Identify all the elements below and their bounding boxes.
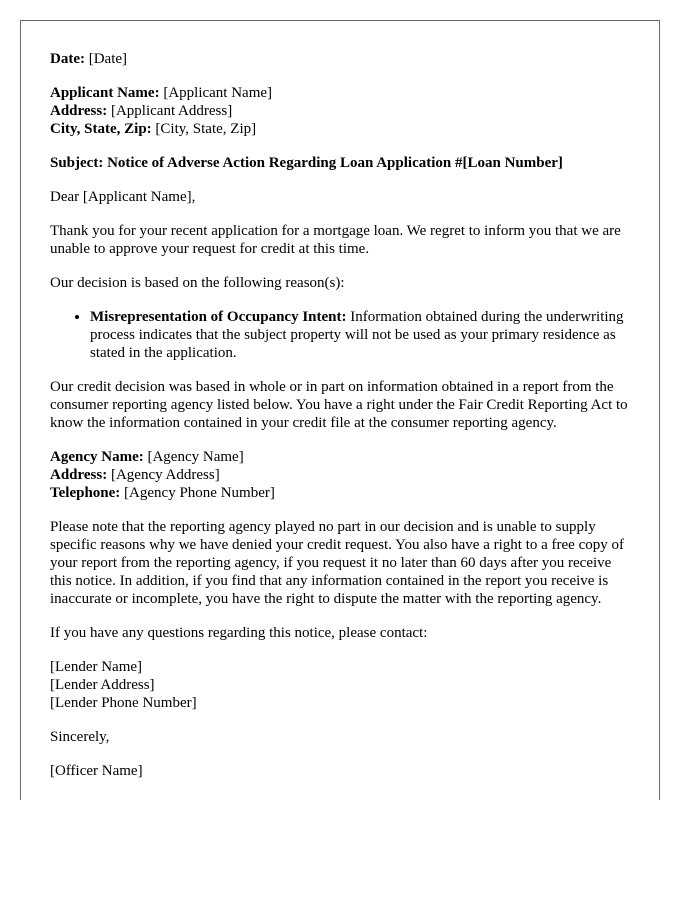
lender-phone: [Lender Phone Number] [50, 695, 197, 711]
credit-paragraph: Our credit decision was based in whole or in part on information obtained in a report from the consumer reporting agency listed below. You have a right under the Fair Credit Reporting Act to know the information contained in your credit file at the consumer reporting agency. [50, 379, 628, 431]
lender-address: [Lender Address] [50, 677, 155, 693]
agency-address-value: [Agency Address] [110, 467, 220, 483]
date-label: Date: [50, 51, 85, 67]
reasons-intro: Our decision is based on the following reason(s): [50, 275, 345, 291]
applicant-address-value: [Applicant Address] [110, 103, 233, 119]
date-value: [Date] [88, 51, 128, 67]
agency-address-line [50, 466, 635, 484]
reasons-list [50, 308, 635, 362]
applicant-block [50, 84, 635, 138]
agency-name-line [50, 448, 635, 466]
salutation: Dear [Applicant Name], [50, 189, 196, 205]
agency-name-label: Agency Name: [50, 449, 144, 465]
agency-block [50, 448, 635, 502]
applicant-name-value: [Applicant Name] [163, 85, 273, 101]
agency-address-label: Address: [50, 467, 108, 483]
reason-item [90, 308, 635, 362]
letter-page [20, 20, 660, 800]
reason-text: Information obtained during the underwriting process indicates that the subject property will not be used as your primary residence as stated in the application. [90, 309, 624, 361]
agency-phone-label: Telephone: [50, 485, 121, 501]
agency-name-value: [Agency Name] [147, 449, 244, 465]
closing: Sincerely, [50, 729, 110, 745]
officer-name: [Officer Name] [50, 763, 143, 779]
subject-text: Subject: Notice of Adverse Action Regarding Loan Application #[Loan Number] [50, 155, 563, 171]
applicant-address-label: Address: [50, 103, 108, 119]
agency-phone-value: [Agency Phone Number] [124, 485, 275, 501]
date-line [50, 50, 635, 68]
agency-phone-line [50, 484, 635, 502]
subject-line [50, 154, 635, 172]
letter-content [50, 50, 635, 796]
applicant-name-label: Applicant Name: [50, 85, 160, 101]
applicant-city-label: City, State, Zip: [50, 121, 152, 137]
questions-paragraph: If you have any questions regarding this notice, please contact: [50, 625, 428, 641]
applicant-city-value: [City, State, Zip] [155, 121, 257, 137]
lender-block [50, 658, 635, 712]
intro-paragraph: Thank you for your recent application for a mortgage loan. We regret to inform you that we are unable to approve your request for credit at this time. [50, 223, 621, 257]
applicant-city-line [50, 120, 635, 138]
reason-title: Misrepresentation of Occupancy Intent: [90, 309, 347, 325]
rights-paragraph: Please note that the reporting agency played no part in our decision and is unable to supply specific reasons why we have denied your credit request. You also have a right to a free copy of your report from the reporting agency, if you request it no later than 60 days after you receive this notice. In addition, if you find that any information contained in the report you receive is inaccurate or incomplete, you have the right to dispute the matter with the reporting agency. [50, 519, 624, 607]
applicant-name-line [50, 84, 635, 102]
lender-name: [Lender Name] [50, 659, 143, 675]
applicant-address-line [50, 102, 635, 120]
